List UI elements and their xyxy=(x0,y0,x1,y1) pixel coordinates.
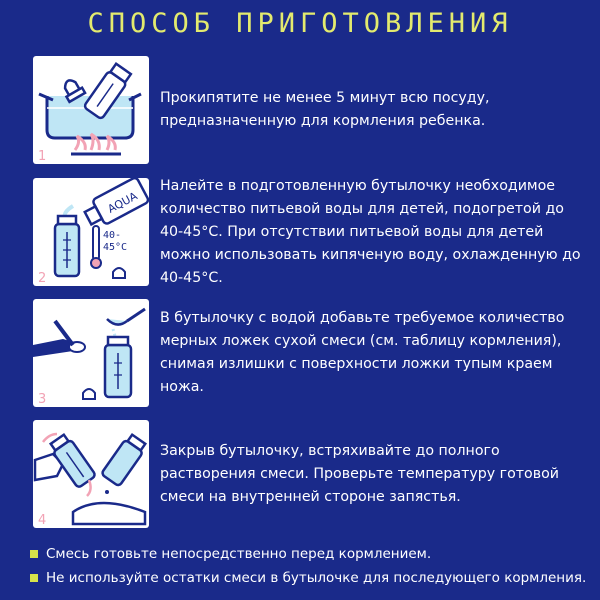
step-3 xyxy=(33,299,593,407)
bottle-label: AQUA xyxy=(105,189,140,216)
note-item xyxy=(30,542,590,566)
step-2-text: Налейте в подготовленную бутылочку необходимое количество питьевой воды для детей, подогретой до 40-45°С. При отсутствии питьевой воды для детей можно использовать кипяченую воду, охлажденную до 40-45°С. xyxy=(160,177,581,286)
step-4-text: Закрыв бутылочку, встряхивайте до полного растворения смеси. Проверьте температуру готовой смеси на внутренней стороне запястья. xyxy=(160,442,559,505)
page-title: СПОСОБ ПРИГОТОВЛЕНИЯ xyxy=(87,8,513,39)
step-3-text: В бутылочку с водой добавьте требуемое количество мерных ложек сухой смеси (см. таблицу кормления), снимая излишки с поверхности ложки тупым краем ножа. xyxy=(160,310,565,395)
bullet-icon xyxy=(30,574,38,582)
step-2-illustration xyxy=(33,178,149,286)
step-2 xyxy=(33,178,593,286)
step-3-number: 3 xyxy=(38,392,47,407)
note-text: Смесь готовьте непосредственно перед кормлением. xyxy=(46,546,432,562)
step-1-illustration xyxy=(33,56,149,164)
bullet-icon xyxy=(30,550,38,558)
step-4-illustration xyxy=(33,420,149,528)
thermometer-label-1: 40- xyxy=(103,230,122,241)
note-text: Не используйте остатки смеси в бутылочке для последующего кормления. xyxy=(46,570,587,586)
step-3-illustration xyxy=(33,299,149,407)
notes-list xyxy=(30,542,590,590)
step-1 xyxy=(33,56,593,164)
step-1-number: 1 xyxy=(38,149,47,164)
step-2-number: 2 xyxy=(38,271,47,286)
note-item xyxy=(30,566,590,590)
thermometer-label-2: 45°C xyxy=(103,242,128,253)
step-1-text: Прокипятите не менее 5 минут всю посуду, предназначенную для кормления ребенка. xyxy=(160,90,490,129)
step-4-number: 4 xyxy=(38,513,47,528)
step-4 xyxy=(33,420,593,528)
